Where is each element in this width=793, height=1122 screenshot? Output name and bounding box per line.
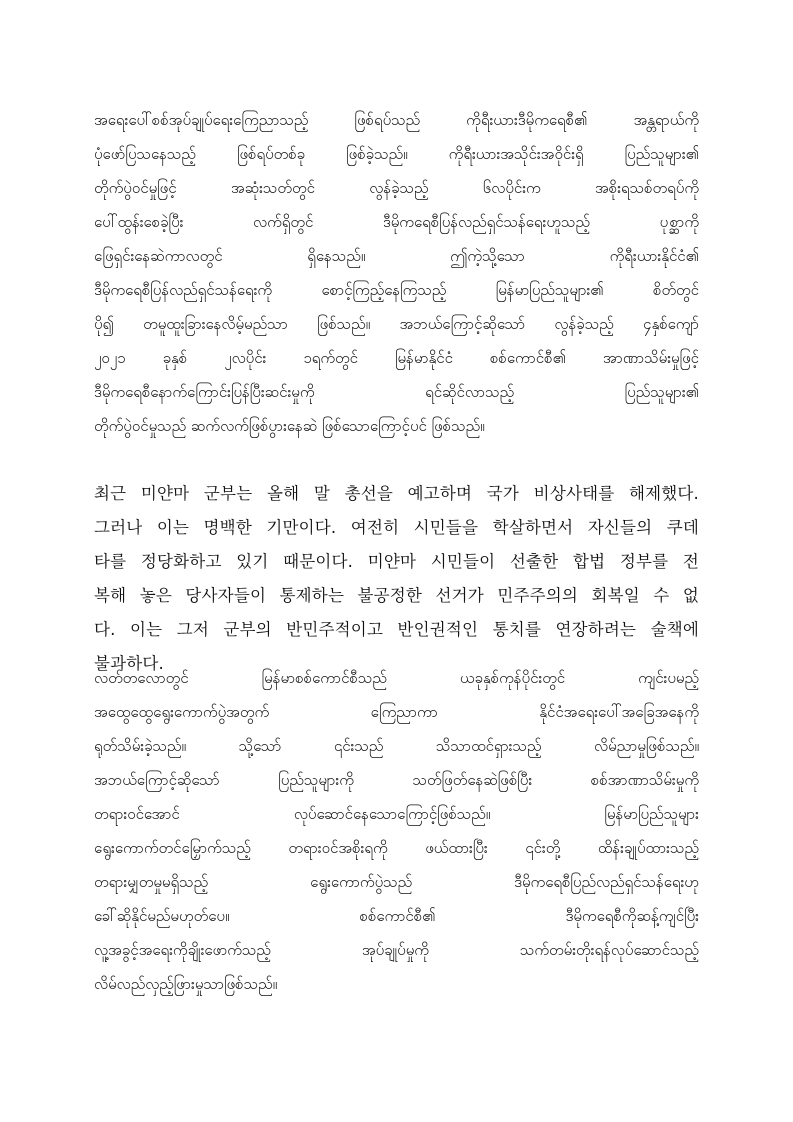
text-line: အရေးပေါ်စစ်အုပ်ချုပ်ရေးကြေညာသည့် ဖြစ်ရပ်သည် ကိုရီးယားဒီမိုကရေစီ၏ အန္တရာယ်ကို <box>94 111 699 129</box>
text-line: ရုတ်သိမ်းခဲ့သည်။ သို့သော် ၎င်းသည် သိသာထင်ရှားသည့် လိမ်ညာမှုဖြစ်သည်။ <box>94 737 699 755</box>
text-line: ၂၀၂၁ ခုနှစ် ၂လပိုင်း ၁ရက်တွင် မြန်မာနိုင်ငံ စစ်ကောင်စီ၏ အာဏာသိမ်းမှုဖြင့် <box>94 349 699 367</box>
text-line: ပုံဖော်ပြသနေသည့် ဖြစ်ရပ်တစ်ခု ဖြစ်ခဲ့သည်။ ကိုရီးယားအသိုင်းအဝိုင်းရှိ ပြည်သူများ၏ <box>94 145 699 163</box>
text-line: ပေါ်ထွန်းစေခဲ့ပြီး လက်ရှိတွင် ဒီမိုကရေစီပြန်လည်ရှင်သန်ရေးဟူသည့် ပုစ္ဆာကို <box>94 213 699 231</box>
text-line: 불과하다. <box>94 654 165 673</box>
text-line: ခေါ်ဆိုနိုင်မည်မဟုတ်ပေ။ စစ်ကောင်စီ၏ ဒီမိုကရေစီကိုဆန့်ကျင်ပြီး <box>94 907 699 925</box>
text-line: ဒီမိုကရေစီပြန်လည်ရှင်သန်ရေးကို စောင့်ကြည့်နေကြသည့် မြန်မာပြည်သူများ၏ စိတ်တွင် <box>94 281 699 299</box>
text-line: 타를 정당화하고 있기 때문이다. 미얀마 시민들이 선출한 합법 정부를 전 <box>94 552 699 571</box>
text-line: ဒီမိုကရေစီနောက်ကြောင်းပြန်ပြီးဆင်းမှုကို ရင်ဆိုင်လာသည့် ပြည်သူများ၏ <box>94 383 699 401</box>
text-line: ဖြေရှင်းနေဆဲကာလတွင် ရှိနေသည်။ ဤကဲ့သို့သော ကိုရီးယားနိုင်ငံ၏ <box>94 247 699 265</box>
text-line: 그러나 이는 명백한 기만이다. 여전히 시민들을 학살하면서 자신들의 쿠데 <box>94 518 699 537</box>
text-line: ရွေးကောက်တင်မြှောက်သည့် တရားဝင်အစိုးရကို ဖယ်ထားပြီး ၎င်းတို့ ထိန်းချုပ်ထားသည့် <box>94 839 699 857</box>
text-line: လတ်တလောတွင် မြန်မာစစ်ကောင်စီသည် ယခုနှစ်ကုန်ပိုင်းတွင် ကျင်းပမည့် <box>94 669 699 687</box>
text-line: တိုက်ပွဲဝင်မှုဖြင့် အဆုံးသတ်တွင် လွန်ခဲ့သည့် ၆လပိုင်းက အစိုးရသစ်တရပ်ကို <box>94 179 699 197</box>
text-line: လူ့အခွင့်အရေးကိုချိုးဖောက်သည့် အုပ်ချုပ်မှုကို သက်တမ်းတိုးရန်လုပ်ဆောင်သည့် <box>94 941 699 959</box>
text-line: 다. 이는 그저 군부의 반민주적이고 반인권적인 통치를 연장하려는 술책에 <box>94 620 699 639</box>
myanmar-paragraph-2 <box>94 661 699 1001</box>
text-line: အဘယ်ကြောင့်ဆိုသော် ပြည်သူများကို သတ်ဖြတ်နေဆဲဖြစ်ပြီး စစ်အာဏာသိမ်းမှုကို <box>94 771 699 789</box>
text-line: အထွေထွေရွေးကောက်ပွဲအတွက် ကြေညာကာ နိုင်ငံအရေးပေါ်အခြေအနေကို <box>94 703 699 721</box>
korean-paragraph <box>94 477 699 681</box>
text-line: 최근 미얀마 군부는 올해 말 총선을 예고하며 국가 비상사태를 해제했다. <box>94 484 699 503</box>
myanmar-paragraph-1 <box>94 103 699 443</box>
text-line: တိုက်ပွဲဝင်မှုသည် ဆက်လက်ဖြစ်ပွားနေဆဲ ဖြစ်သောကြောင့်ပင် ဖြစ်သည်။ <box>94 417 485 435</box>
text-line: ပို၍ တမူထူးခြားနေလိမ့်မည်သာ ဖြစ်သည်။ အဘယ်ကြောင့်ဆိုသော် လွန်ခဲ့သည့် ၄နှစ်ကျော် <box>94 315 699 333</box>
text-line: တရားဝင်အောင် လုပ်ဆောင်နေသောကြောင့်ဖြစ်သည်။ မြန်မာပြည်သူများ <box>94 805 699 823</box>
text-line: လိမ်လည်လှည့်ဖြားမှုသာဖြစ်သည်။ <box>94 975 278 993</box>
text-line: တရားမျှတမှုမရှိသည့် ရွေးကောက်ပွဲသည် ဒီမိုကရေစီပြည်လည်ရှင်သန်ရေးဟု <box>94 873 699 891</box>
text-line: 복해 놓은 당사자들이 통제하는 불공정한 선거가 민주주의의 회복일 수 없 <box>94 586 699 605</box>
